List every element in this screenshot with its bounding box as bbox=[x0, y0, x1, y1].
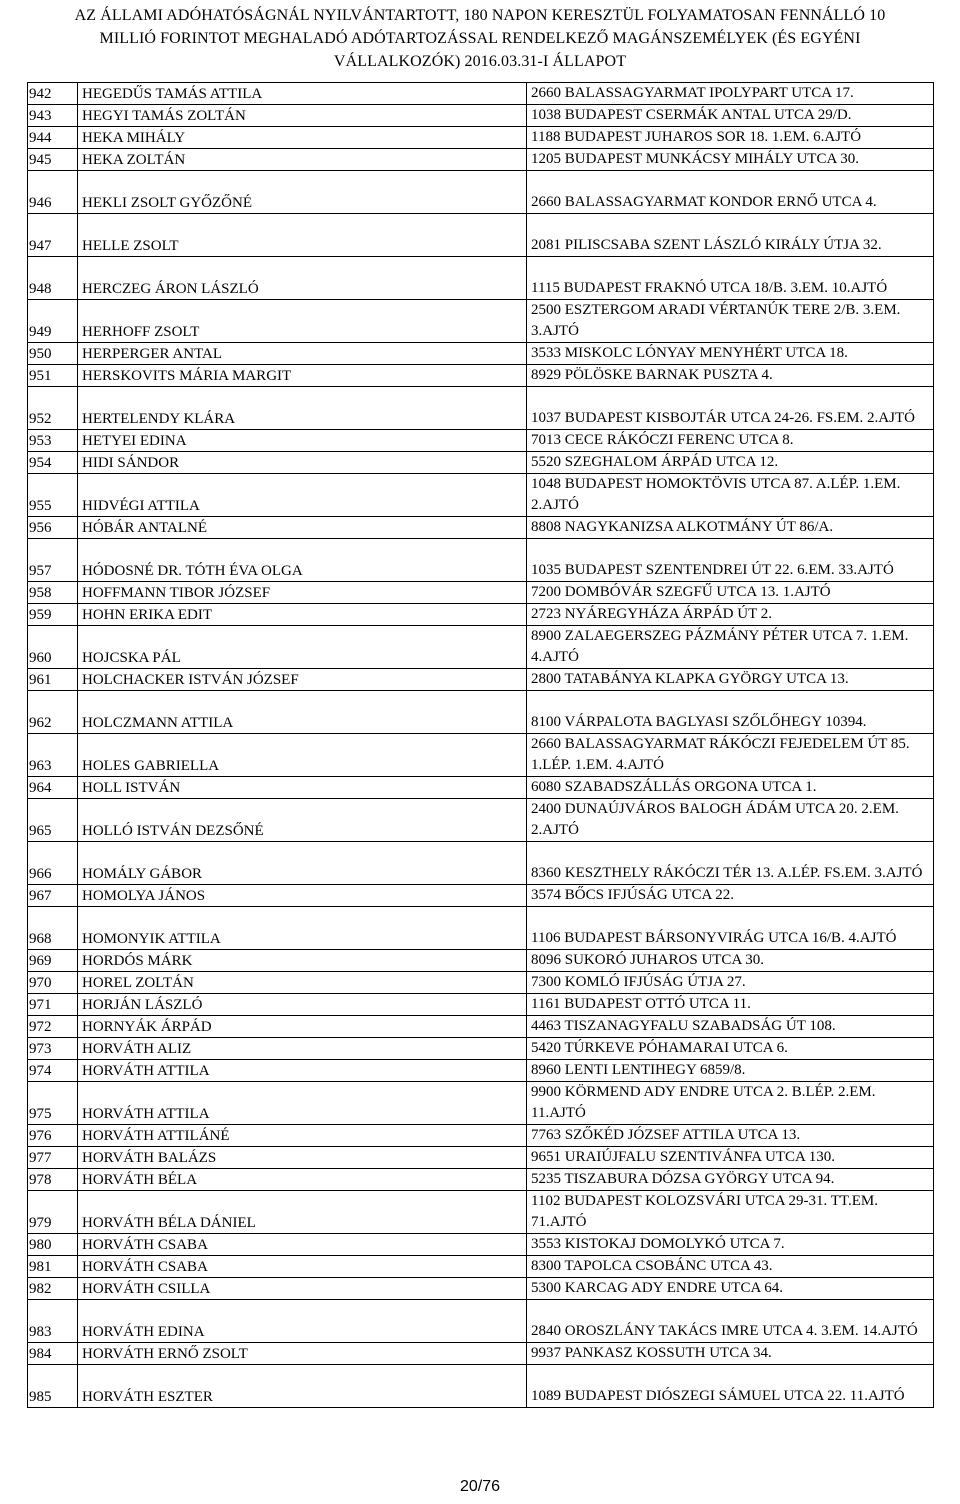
row-address: 1089 BUDAPEST DIÓSZEGI SÁMUEL UTCA 22. 11.AJTÓ bbox=[527, 1365, 934, 1408]
table-row bbox=[28, 1300, 934, 1343]
row-name: HERCZEG ÁRON LÁSZLÓ bbox=[78, 257, 527, 300]
table-row bbox=[28, 842, 934, 885]
table-row bbox=[28, 1191, 934, 1234]
row-number: 965 bbox=[28, 799, 78, 842]
table-row bbox=[28, 387, 934, 430]
row-address: 5300 KARCAG ADY ENDRE UTCA 64. bbox=[527, 1278, 934, 1300]
row-address: 7300 KOMLÓ IFJÚSÁG ÚTJA 27. bbox=[527, 972, 934, 994]
table-row bbox=[28, 1016, 934, 1038]
row-address: 8808 NAGYKANIZSA ALKOTMÁNY ÚT 86/A. bbox=[527, 517, 934, 539]
row-address: 6080 SZABADSZÁLLÁS ORGONA UTCA 1. bbox=[527, 777, 934, 799]
row-number: 955 bbox=[28, 474, 78, 517]
row-address: 1106 BUDAPEST BÁRSONYVIRÁG UTCA 16/B. 4.AJTÓ bbox=[527, 907, 934, 950]
row-name: HELLE ZSOLT bbox=[78, 214, 527, 257]
table-row bbox=[28, 171, 934, 214]
table-row bbox=[28, 452, 934, 474]
row-number: 963 bbox=[28, 734, 78, 777]
row-number: 973 bbox=[28, 1038, 78, 1060]
row-name: HOLLÓ ISTVÁN DEZSŐNÉ bbox=[78, 799, 527, 842]
row-number: 946 bbox=[28, 171, 78, 214]
row-name: HOJCSKA PÁL bbox=[78, 626, 527, 669]
row-name: HORVÁTH BÉLA DÁNIEL bbox=[78, 1191, 527, 1234]
row-address: 2660 BALASSAGYARMAT RÁKÓCZI FEJEDELEM ÚT 85. 1.LÉP. 1.EM. 4.AJTÓ bbox=[527, 734, 934, 777]
row-address: 2500 ESZTERGOM ARADI VÉRTANÚK TERE 2/B. 3.EM. 3.AJTÓ bbox=[527, 300, 934, 343]
row-name: HERPERGER ANTAL bbox=[78, 343, 527, 365]
table-row bbox=[28, 1278, 934, 1300]
row-number: 952 bbox=[28, 387, 78, 430]
table-row bbox=[28, 83, 934, 105]
row-number: 975 bbox=[28, 1082, 78, 1125]
row-address: 1102 BUDAPEST KOLOZSVÁRI UTCA 29-31. TT.EM. 71.AJTÓ bbox=[527, 1191, 934, 1234]
row-number: 985 bbox=[28, 1365, 78, 1408]
table-row bbox=[28, 1256, 934, 1278]
table-row bbox=[28, 777, 934, 799]
table-row bbox=[28, 885, 934, 907]
row-address: 1048 BUDAPEST HOMOKTÖVIS UTCA 87. A.LÉP. 1.EM. 2.AJTÓ bbox=[527, 474, 934, 517]
row-number: 982 bbox=[28, 1278, 78, 1300]
row-address: 1037 BUDAPEST KISBOJTÁR UTCA 24-26. FS.EM. 2.AJTÓ bbox=[527, 387, 934, 430]
row-name: HIDI SÁNDOR bbox=[78, 452, 527, 474]
row-number: 966 bbox=[28, 842, 78, 885]
table-row bbox=[28, 539, 934, 582]
header-line-1: AZ ÁLLAMI ADÓHATÓSÁGNÁL NYILVÁNTARTOTT, 180 NAPON KERESZTÜL FOLYAMATOSAN FENNÁLLÓ 10 bbox=[74, 7, 886, 24]
table-row bbox=[28, 343, 934, 365]
row-number: 954 bbox=[28, 452, 78, 474]
row-address: 8900 ZALAEGERSZEG PÁZMÁNY PÉTER UTCA 7. 1.EM. 4.AJTÓ bbox=[527, 626, 934, 669]
row-name: HEKA ZOLTÁN bbox=[78, 149, 527, 171]
row-name: HORVÁTH ALIZ bbox=[78, 1038, 527, 1060]
row-name: HEKLI ZSOLT GYŐZŐNÉ bbox=[78, 171, 527, 214]
row-name: HOMOLYA JÁNOS bbox=[78, 885, 527, 907]
row-number: 942 bbox=[28, 83, 78, 105]
row-address: 8100 VÁRPALOTA BAGLYASI SZŐLŐHEGY 10394. bbox=[527, 691, 934, 734]
row-number: 976 bbox=[28, 1125, 78, 1147]
row-number: 972 bbox=[28, 1016, 78, 1038]
row-name: HÓDOSNÉ DR. TÓTH ÉVA OLGA bbox=[78, 539, 527, 582]
row-address: 1161 BUDAPEST OTTÓ UTCA 11. bbox=[527, 994, 934, 1016]
row-name: HORVÁTH CSABA bbox=[78, 1256, 527, 1278]
row-address: 5235 TISZABURA DÓZSA GYÖRGY UTCA 94. bbox=[527, 1169, 934, 1191]
row-name: HORVÁTH CSILLA bbox=[78, 1278, 527, 1300]
row-name: HORVÁTH BALÁZS bbox=[78, 1147, 527, 1169]
row-number: 969 bbox=[28, 950, 78, 972]
table-row bbox=[28, 626, 934, 669]
row-number: 956 bbox=[28, 517, 78, 539]
row-name: HOLCZMANN ATTILA bbox=[78, 691, 527, 734]
row-address: 8960 LENTI LENTIHEGY 6859/8. bbox=[527, 1060, 934, 1082]
table-row bbox=[28, 517, 934, 539]
row-number: 968 bbox=[28, 907, 78, 950]
table-row bbox=[28, 105, 934, 127]
row-address: 2800 TATABÁNYA KLAPKA GYÖRGY UTCA 13. bbox=[527, 669, 934, 691]
row-name: HOMONYIK ATTILA bbox=[78, 907, 527, 950]
row-name: HORVÁTH ATTILA bbox=[78, 1082, 527, 1125]
row-name: HORVÁTH EDINA bbox=[78, 1300, 527, 1343]
table-row bbox=[28, 365, 934, 387]
row-name: HORJÁN LÁSZLÓ bbox=[78, 994, 527, 1016]
row-number: 961 bbox=[28, 669, 78, 691]
row-address: 9900 KÖRMEND ADY ENDRE UTCA 2. B.LÉP. 2.EM. 11.AJTÓ bbox=[527, 1082, 934, 1125]
row-address: 2660 BALASSAGYARMAT IPOLYPART UTCA 17. bbox=[527, 83, 934, 105]
row-number: 980 bbox=[28, 1234, 78, 1256]
row-number: 983 bbox=[28, 1300, 78, 1343]
row-name: HOMÁLY GÁBOR bbox=[78, 842, 527, 885]
row-name: HOLCHACKER ISTVÁN JÓZSEF bbox=[78, 669, 527, 691]
table-row bbox=[28, 604, 934, 626]
row-address: 1188 BUDAPEST JUHAROS SOR 18. 1.EM. 6.AJTÓ bbox=[527, 127, 934, 149]
table-row bbox=[28, 1147, 934, 1169]
row-address: 1205 BUDAPEST MUNKÁCSY MIHÁLY UTCA 30. bbox=[527, 149, 934, 171]
table-row bbox=[28, 1060, 934, 1082]
row-address: 5520 SZEGHALOM ÁRPÁD UTCA 12. bbox=[527, 452, 934, 474]
row-address: 1038 BUDAPEST CSERMÁK ANTAL UTCA 29/D. bbox=[527, 105, 934, 127]
table-row bbox=[28, 691, 934, 734]
header-line-3: VÁLLALKOZÓK) 2016.03.31-I ÁLLAPOT bbox=[333, 53, 627, 70]
row-address: 2400 DUNAÚJVÁROS BALOGH ÁDÁM UTCA 20. 2.EM. 2.AJTÓ bbox=[527, 799, 934, 842]
table-row bbox=[28, 300, 934, 343]
table-row bbox=[28, 1343, 934, 1365]
row-name: HEGYI TAMÁS ZOLTÁN bbox=[78, 105, 527, 127]
row-number: 949 bbox=[28, 300, 78, 343]
row-address: 7200 DOMBÓVÁR SZEGFŰ UTCA 13. 1.AJTÓ bbox=[527, 582, 934, 604]
row-address: 7763 SZŐKÉD JÓZSEF ATTILA UTCA 13. bbox=[527, 1125, 934, 1147]
table-row bbox=[28, 127, 934, 149]
row-number: 962 bbox=[28, 691, 78, 734]
row-address: 8360 KESZTHELY RÁKÓCZI TÉR 13. A.LÉP. FS.EM. 3.AJTÓ bbox=[527, 842, 934, 885]
row-address: 5420 TÚRKEVE PÓHAMARAI UTCA 6. bbox=[527, 1038, 934, 1060]
table-row bbox=[28, 1169, 934, 1191]
row-address: 2723 NYÁREGYHÁZA ÁRPÁD ÚT 2. bbox=[527, 604, 934, 626]
table-row bbox=[28, 734, 934, 777]
row-name: HORVÁTH ERNŐ ZSOLT bbox=[78, 1343, 527, 1365]
row-name: HORVÁTH ATTILA bbox=[78, 1060, 527, 1082]
header-line-2: MILLIÓ FORINTOT MEGHALADÓ ADÓTARTOZÁSSAL RENDELKEZŐ MAGÁNSZEMÉLYEK (ÉS EGYÉNI bbox=[99, 30, 861, 47]
table-row bbox=[28, 994, 934, 1016]
table-row bbox=[28, 430, 934, 452]
row-name: HORVÁTH ESZTER bbox=[78, 1365, 527, 1408]
table-row bbox=[28, 907, 934, 950]
row-name: HERHOFF ZSOLT bbox=[78, 300, 527, 343]
table-row bbox=[28, 669, 934, 691]
row-address: 8929 PÖLÖSKE BARNAK PUSZTA 4. bbox=[527, 365, 934, 387]
row-number: 974 bbox=[28, 1060, 78, 1082]
table-row bbox=[28, 1365, 934, 1408]
row-number: 947 bbox=[28, 214, 78, 257]
table-row bbox=[28, 1234, 934, 1256]
row-name: HERTELENDY KLÁRA bbox=[78, 387, 527, 430]
table-row bbox=[28, 474, 934, 517]
row-name: HOLL ISTVÁN bbox=[78, 777, 527, 799]
row-name: HERSKOVITS MÁRIA MARGIT bbox=[78, 365, 527, 387]
row-address: 2660 BALASSAGYARMAT KONDOR ERNŐ UTCA 4. bbox=[527, 171, 934, 214]
page-number: 20/76 bbox=[459, 1478, 501, 1495]
row-number: 944 bbox=[28, 127, 78, 149]
row-name: HORVÁTH CSABA bbox=[78, 1234, 527, 1256]
row-address: 4463 TISZANAGYFALU SZABADSÁG ÚT 108. bbox=[527, 1016, 934, 1038]
row-number: 981 bbox=[28, 1256, 78, 1278]
taxpayer-table bbox=[27, 82, 934, 1408]
table-row bbox=[28, 149, 934, 171]
row-name: HORVÁTH ATTILÁNÉ bbox=[78, 1125, 527, 1147]
row-address: 9937 PANKASZ KOSSUTH UTCA 34. bbox=[527, 1343, 934, 1365]
row-address: 3574 BŐCS IFJÚSÁG UTCA 22. bbox=[527, 885, 934, 907]
row-address: 1115 BUDAPEST FRAKNÓ UTCA 18/B. 3.EM. 10.AJTÓ bbox=[527, 257, 934, 300]
row-name: HEKA MIHÁLY bbox=[78, 127, 527, 149]
row-number: 948 bbox=[28, 257, 78, 300]
table-row bbox=[28, 1038, 934, 1060]
row-address: 8096 SUKORÓ JUHAROS UTCA 30. bbox=[527, 950, 934, 972]
row-number: 958 bbox=[28, 582, 78, 604]
row-number: 978 bbox=[28, 1169, 78, 1191]
row-address: 1035 BUDAPEST SZENTENDREI ÚT 22. 6.EM. 33.AJTÓ bbox=[527, 539, 934, 582]
table-row bbox=[28, 214, 934, 257]
table-row bbox=[28, 799, 934, 842]
table-row bbox=[28, 1125, 934, 1147]
row-name: HORDÓS MÁRK bbox=[78, 950, 527, 972]
table-row bbox=[28, 582, 934, 604]
row-number: 959 bbox=[28, 604, 78, 626]
table-row bbox=[28, 972, 934, 994]
document-header bbox=[0, 4, 960, 73]
row-name: HOLES GABRIELLA bbox=[78, 734, 527, 777]
row-name: HETYEI EDINA bbox=[78, 430, 527, 452]
row-name: HOFFMANN TIBOR JÓZSEF bbox=[78, 582, 527, 604]
row-number: 967 bbox=[28, 885, 78, 907]
row-number: 960 bbox=[28, 626, 78, 669]
row-number: 945 bbox=[28, 149, 78, 171]
row-address: 3533 MISKOLC LÓNYAY MENYHÉRT UTCA 18. bbox=[527, 343, 934, 365]
row-number: 953 bbox=[28, 430, 78, 452]
table-row bbox=[28, 950, 934, 972]
row-name: HORVÁTH BÉLA bbox=[78, 1169, 527, 1191]
row-number: 977 bbox=[28, 1147, 78, 1169]
row-number: 979 bbox=[28, 1191, 78, 1234]
row-name: HÓBÁR ANTALNÉ bbox=[78, 517, 527, 539]
row-address: 9651 URAIÚJFALU SZENTIVÁNFA UTCA 130. bbox=[527, 1147, 934, 1169]
row-name: HOHN ERIKA EDIT bbox=[78, 604, 527, 626]
table-row bbox=[28, 257, 934, 300]
row-number: 950 bbox=[28, 343, 78, 365]
row-address: 7013 CECE RÁKÓCZI FERENC UTCA 8. bbox=[527, 430, 934, 452]
row-number: 964 bbox=[28, 777, 78, 799]
row-address: 8300 TAPOLCA CSOBÁNC UTCA 43. bbox=[527, 1256, 934, 1278]
row-address: 3553 KISTOKAJ DOMOLYKÓ UTCA 7. bbox=[527, 1234, 934, 1256]
table-row bbox=[28, 1082, 934, 1125]
row-number: 970 bbox=[28, 972, 78, 994]
row-name: HOREL ZOLTÁN bbox=[78, 972, 527, 994]
row-number: 943 bbox=[28, 105, 78, 127]
row-number: 984 bbox=[28, 1343, 78, 1365]
row-number: 957 bbox=[28, 539, 78, 582]
row-name: HEGEDŰS TAMÁS ATTILA bbox=[78, 83, 527, 105]
row-address: 2840 OROSZLÁNY TAKÁCS IMRE UTCA 4. 3.EM. 14.AJTÓ bbox=[527, 1300, 934, 1343]
row-number: 971 bbox=[28, 994, 78, 1016]
row-address: 2081 PILISCSABA SZENT LÁSZLÓ KIRÁLY ÚTJA 32. bbox=[527, 214, 934, 257]
row-name: HIDVÉGI ATTILA bbox=[78, 474, 527, 517]
row-name: HORNYÁK ÁRPÁD bbox=[78, 1016, 527, 1038]
row-number: 951 bbox=[28, 365, 78, 387]
